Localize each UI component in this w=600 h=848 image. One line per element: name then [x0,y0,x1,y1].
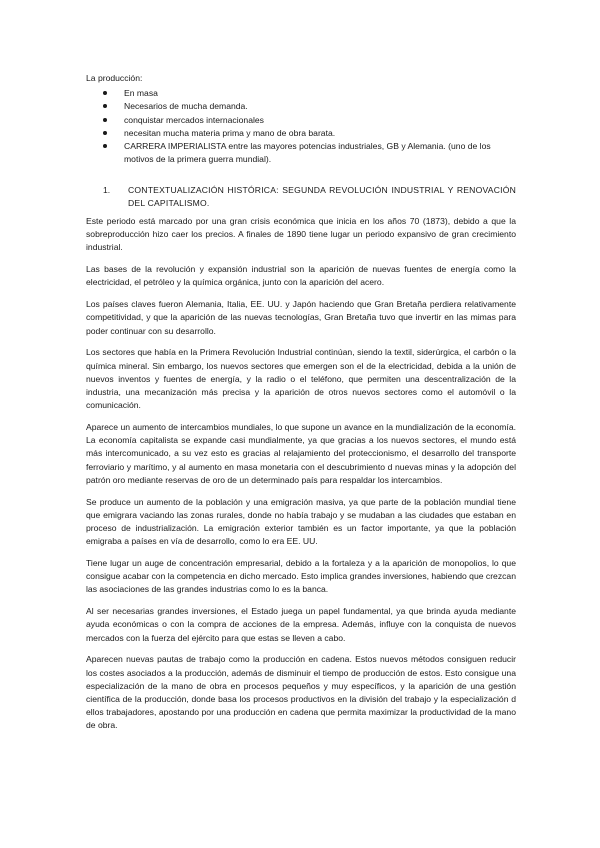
paragraph: Al ser necesarias grandes inversiones, el Estado juega un papel fundamental, ya que brinda ayuda mediante ayuda económicas o con la compra de acciones de la empresa. Además, influye con la conquista de nuevos mercados con la fuerza del ejército para que estas se lleven a cabo. [86,606,516,643]
section-title: CONTEXTUALIZACIÓN HISTÓRICA: SEGUNDA REVOLUCIÓN INDUSTRIAL Y RENOVACIÓN DEL CAPITALISMO. [128,185,516,209]
bullet-item: CARRERA IMPERIALISTA entre las mayores potencias industriales, GB y Alemania. (uno de los motivos de la primera guerra mundial). [103,140,516,166]
paragraph: Las bases de la revolución y expansión industrial son la aparición de nuevas fuentes de energía como la electricidad, el petróleo y la química orgánica, junto con la aparición del acero. [86,264,516,288]
bullet-item: necesitan mucha materia prima y mano de obra barata. [103,127,516,140]
bullet-item: conquistar mercados internacionales [103,114,516,127]
paragraph: Aparecen nuevas pautas de trabajo como la producción en cadena. Estos nuevos métodos consiguen reducir los costes asociados a la producción, además de disminuir el tiempo de producción de estos. Esto consigue una especialización de la mano de obra en procesos pequeños y muy específicos, y la aparición de una gestión científica de la producción, donde basa los procesos productivos en la división del trabajo y la especialización d ellos trabajadores, apostando por una producción en cadena que permita maximizar la productividad de la mano de obra. [86,654,516,731]
paragraph: Los países claves fueron Alemania, Italia, EE. UU. y Japón haciendo que Gran Bretaña perdiera relativamente competitividad, y que la aparición de las nuevas tecnologías, Gran Bretaña tuvo que invertir en las mimas para poder continuar con su desarrollo. [86,299,516,336]
paragraph: Tiene lugar un auge de concentración empresarial, debido a la fortaleza y a la aparición de monopolios, lo que consigue acabar con la competencia en dicho mercado. Esto implica grandes inversiones, habiendo que crezcan las asociaciones de las grandes industrias como lo es la banca. [86,558,516,595]
bullet-list [86,87,516,166]
paragraph: Aparece un aumento de intercambios mundiales, lo que supone un avance en la mundialización de la economía. La economía capitalista se expande casi mundialmente, ya que gracias a los nuevos sectores, el mundo está más intercomunicado, a su vez esto es gracias al relajamiento del proteccionismo, el desarrollo del transporte ferroviario y marítimo, y al aumento en masa monetaria con el descubrimiento d nuevas minas y la adopción del patrón oro mediante reservas de oro de un determinado país para respaldar los intercambios. [86,422,516,485]
paragraph: Este periodo está marcado por una gran crisis económica que inicia en los años 70 (1873), debido a que la sobreproducción hizo caer los precios. A finales de 1890 tiene lugar un periodo expansivo de gran crecimiento industrial. [86,216,516,253]
bullet-item: Necesarios de mucha demanda. [103,100,516,113]
intro-block [86,72,516,166]
section-heading [86,184,516,210]
body-text [86,215,516,741]
bullet-item: En masa [103,87,516,100]
section-number: 1. [103,185,111,195]
paragraph: Se produce un aumento de la población y una emigración masiva, ya que parte de la población mundial tiene que emigrara vaciando las zonas rurales, donde no había trabajo y se mudaban a las ciudades que estaban en proceso de industrialización. La emigración exterior también es un factor importante, ya que la población emigraba a países en vía de desarrollo, como lo era EE. UU. [86,496,516,547]
paragraph: Los sectores que había en la Primera Revolución Industrial continúan, siendo la textil, siderúrgica, el carbón o la química mineral. Sin embargo, los nuevos sectores que emergen son el de la electricidad, debida a la unión de nuevos inventos y fuentes de energía, y la radio o el teléfono, que permiten una descentralización de la industria, una mecanización más precisa y la aparición de otros nuevos sectores como el automóvil o la comunicación. [86,347,516,411]
intro-title: La producción: [86,73,143,83]
